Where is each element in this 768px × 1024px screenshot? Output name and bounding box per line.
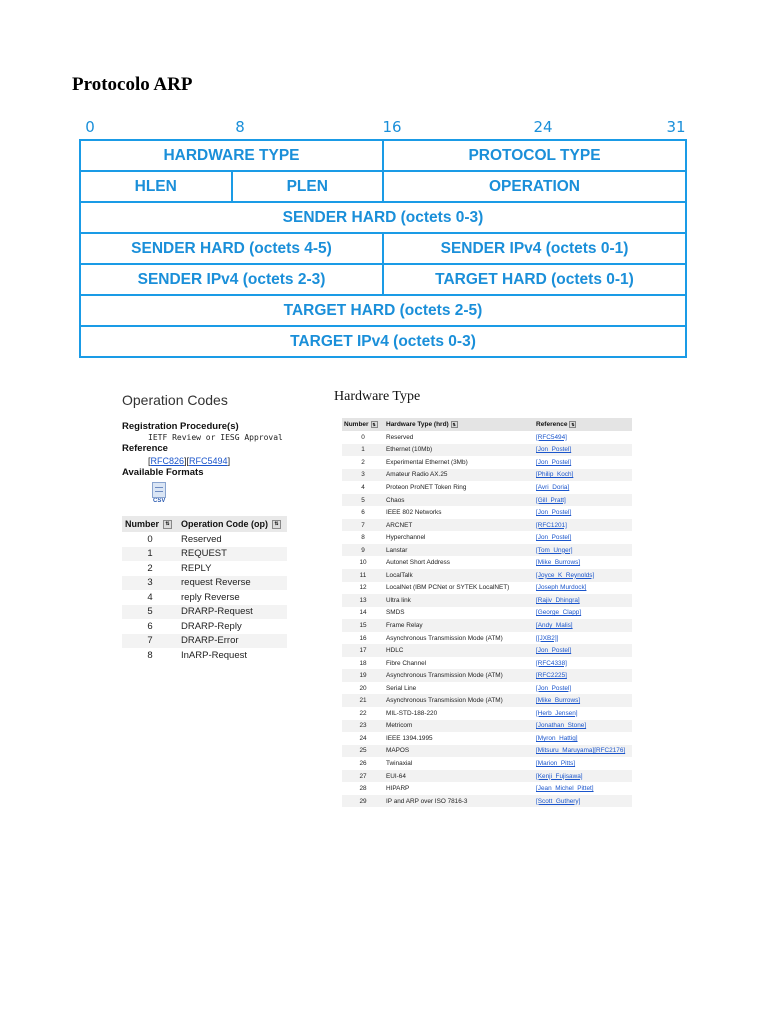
reference-link[interactable]: [[JXB2]] [536, 634, 559, 642]
table-row [122, 634, 287, 649]
hardware-reference [534, 569, 632, 582]
operation-number: 1 [122, 547, 178, 562]
operation-code: reply Reverse [181, 591, 240, 603]
operation-number: 4 [147, 591, 153, 603]
table-row [122, 648, 287, 663]
reference-link[interactable]: [Scott_Guthery] [536, 797, 581, 805]
table-row [342, 519, 632, 532]
arp-field-target-hard-0-1: TARGET HARD (octets 0-1) [384, 265, 687, 296]
table-row [342, 707, 632, 720]
hardware-reference [534, 782, 632, 795]
reference-link[interactable]: [RFC1201] [536, 521, 567, 529]
hardware-reference [534, 607, 632, 620]
operation-code: DRARP-Request [178, 605, 287, 620]
hardware-reference [534, 644, 632, 657]
hardware-reference [534, 544, 632, 557]
hardware-number: 18 [359, 659, 367, 667]
table-row [342, 456, 632, 469]
hardware-number: 24 [359, 734, 367, 742]
hardware-type-name: Reserved [386, 433, 414, 441]
table-row [342, 745, 632, 758]
arp-row [81, 141, 687, 172]
hardware-type-name: Fibre Channel [386, 659, 427, 667]
hardware-reference [534, 582, 632, 595]
hardware-number: 28 [359, 785, 367, 793]
reference-link[interactable]: [Tom_Unger] [536, 546, 573, 554]
hardware-number: 29 [342, 795, 384, 808]
operation-number: 3 [122, 576, 178, 591]
bit-label: 8 [235, 118, 245, 136]
table-row [342, 782, 632, 795]
operation-number: 7 [122, 634, 178, 649]
reference-links: [RFC826][RFC5494] [148, 456, 231, 466]
hardware-number: 25 [342, 745, 384, 758]
hardware-type-name: SMDS [386, 609, 405, 617]
arp-field-protocol-type: PROTOCOL TYPE [384, 141, 687, 172]
arp-header-diagram [79, 139, 687, 358]
arp-field-sender-hard-4-5: SENDER HARD (octets 4-5) [81, 234, 384, 265]
column-header-hardware-type[interactable] [384, 418, 534, 431]
reference-link[interactable]: [Jon_Postel] [536, 647, 572, 655]
operation-code: REPLY [181, 562, 212, 574]
hardware-reference [534, 720, 632, 733]
arp-row [81, 296, 687, 327]
reference-link[interactable]: [Joyce_K_Reynolds] [536, 571, 595, 579]
reference-link[interactable]: [Jon_Postel] [536, 446, 572, 454]
table-row [342, 444, 632, 457]
sort-icon[interactable]: ⇅ [372, 421, 376, 427]
hardware-number: 10 [359, 559, 367, 567]
table-row [342, 582, 632, 595]
table-row [342, 720, 632, 733]
table-row [342, 506, 632, 519]
operation-codes-table [122, 516, 287, 663]
table-row [122, 619, 287, 634]
table-row [342, 644, 632, 657]
hardware-type-name: Asynchronous Transmission Mode (ATM) [384, 669, 534, 682]
hardware-type-name: Ultra link [384, 594, 534, 607]
table-row [342, 694, 632, 707]
operation-number: 5 [122, 605, 178, 620]
hardware-reference [534, 519, 632, 532]
hardware-type-name: Asynchronous Transmission Mode (ATM) [384, 694, 534, 707]
hardware-type-name: Frame Relay [384, 619, 534, 632]
table-row [342, 607, 632, 620]
page-title: Protocolo ARP [72, 74, 193, 95]
bit-label: 0 [85, 118, 95, 136]
hardware-reference [534, 531, 632, 544]
operation-code: DRARP-Error [178, 634, 287, 649]
table-row [342, 494, 632, 507]
hardware-type-name: HIPARP [386, 785, 410, 793]
arp-field-operation: OPERATION [384, 172, 687, 203]
reference-link[interactable]: [Gill_Pratt] [536, 496, 566, 504]
operation-number: 0 [147, 533, 153, 545]
hardware-type-name: ARCNET [384, 519, 534, 532]
hardware-reference [534, 431, 632, 444]
bit-label: 31 [666, 118, 686, 136]
hardware-type-name: MAPOS [384, 745, 534, 758]
operation-code: request Reverse [178, 576, 287, 591]
hardware-number: 12 [359, 584, 367, 592]
hardware-reference [534, 506, 632, 519]
hardware-number: 0 [361, 433, 365, 441]
column-header-label: Hardware Type (hrd) [386, 421, 449, 429]
hardware-number: 7 [342, 519, 384, 532]
hardware-type-name: Ethernet (10Mb) [384, 444, 534, 457]
hardware-reference [534, 682, 632, 695]
reference-link[interactable]: [Kenji_Fujisawa] [536, 772, 583, 780]
reference-link[interactable]: [Avri_Doria] [536, 483, 570, 491]
reference-link[interactable]: [Jon_Postel] [536, 684, 572, 692]
operation-number: 8 [147, 649, 153, 661]
hardware-type-title: Hardware Type [334, 389, 421, 404]
hardware-reference [534, 732, 632, 745]
table-row [342, 469, 632, 482]
table-row [342, 569, 632, 582]
table-row [342, 481, 632, 494]
hardware-type-name: IP and ARP over ISO 7816-3 [384, 795, 534, 808]
hardware-number: 4 [361, 483, 365, 491]
hardware-type-name: LocalNet (IBM PCNet or SYTEK LocalNET) [386, 584, 510, 592]
operation-code: REQUEST [178, 547, 287, 562]
hardware-number: 19 [342, 669, 384, 682]
hardware-number: 22 [359, 709, 367, 717]
column-header-label: Number [125, 519, 160, 529]
table-row [342, 594, 632, 607]
hardware-reference [534, 469, 632, 482]
reference-link-rfc826[interactable]: RFC826 [150, 456, 185, 466]
hardware-type-body [342, 431, 632, 807]
hardware-number: 1 [342, 444, 384, 457]
reference-link[interactable]: [Mitsuru_Maruyama][RFC2176] [536, 747, 626, 755]
bit-label: 16 [382, 118, 402, 136]
hardware-number: 11 [342, 569, 384, 582]
column-header-label: Operation Code (op) [181, 519, 268, 529]
table-row [342, 669, 632, 682]
reference-link[interactable]: [Jon_Postel] [536, 509, 572, 517]
table-row [122, 576, 287, 591]
hardware-reference [534, 694, 632, 707]
hardware-type-name: Autonet Short Address [386, 559, 450, 567]
hardware-reference [534, 444, 632, 457]
reference-link[interactable]: [Myron_Hattig] [536, 734, 578, 742]
hardware-number: 14 [359, 609, 367, 617]
hardware-type-table [342, 418, 632, 807]
registration-value: IETF Review or IESG Approval [148, 433, 283, 442]
hardware-reference [534, 795, 632, 808]
table-row [122, 561, 287, 576]
reference-link[interactable]: [Mike_Burrows] [536, 559, 581, 567]
hardware-number: 17 [342, 644, 384, 657]
hardware-type-name: Experimental Ethernet (3Mb) [386, 458, 468, 466]
table-row [342, 544, 632, 557]
reference-link[interactable]: [Mike_Burrows] [536, 697, 581, 705]
table-row [342, 770, 632, 783]
table-row [342, 657, 632, 670]
hardware-type-name: Hyperchannel [386, 534, 426, 542]
reference-link[interactable]: [RFC2225] [536, 672, 567, 680]
hardware-number: 27 [342, 770, 384, 783]
column-header-number[interactable] [122, 516, 178, 532]
table-row [342, 619, 632, 632]
reference-link[interactable]: [Jon_Postel] [536, 534, 572, 542]
sort-icon[interactable]: ⇅ [163, 520, 172, 529]
hardware-type-name: MIL-STD-188-220 [386, 709, 438, 717]
hardware-reference [534, 494, 632, 507]
table-header-row [342, 418, 632, 431]
table-header-row [122, 516, 287, 532]
hardware-type-name: IEEE 802 Networks [386, 509, 442, 517]
hardware-number: 5 [342, 494, 384, 507]
hardware-number: 13 [342, 594, 384, 607]
hardware-number: 26 [359, 759, 367, 767]
sort-icon[interactable]: ⇅ [272, 520, 281, 529]
formats-label: Available Formats [122, 467, 204, 478]
hardware-number: 2 [361, 458, 365, 466]
hardware-type-panel [342, 418, 632, 807]
hardware-type-name: Chaos [384, 494, 534, 507]
sort-icon[interactable]: ⇅ [571, 421, 575, 427]
arp-field-target-hard-2-5: TARGET HARD (octets 2-5) [81, 296, 687, 327]
hardware-reference [534, 757, 632, 770]
csv-download-label[interactable]: CSV [153, 498, 166, 504]
hardware-reference [534, 770, 632, 783]
operation-number: 2 [147, 562, 153, 574]
hardware-number: 15 [342, 619, 384, 632]
arp-field-plen: PLEN [233, 172, 385, 203]
hardware-type-name: LocalTalk [384, 569, 534, 582]
reference-link[interactable]: [Jonathan_Stone] [536, 722, 587, 730]
bit-labels [78, 118, 688, 138]
hardware-type-name: Asynchronous Transmission Mode (ATM) [386, 634, 503, 642]
table-row [342, 556, 632, 569]
hardware-type-name: HDLC [384, 644, 534, 657]
arp-row [81, 327, 687, 358]
operation-number: 6 [147, 620, 153, 632]
reference-link[interactable]: [Philip_Koch] [536, 471, 574, 479]
reference-link[interactable]: [RFC4338] [536, 659, 567, 667]
arp-field-hlen: HLEN [81, 172, 233, 203]
hardware-reference [534, 632, 632, 645]
csv-file-icon[interactable] [152, 482, 166, 498]
reference-link[interactable]: [Herb_Jensen] [536, 709, 578, 717]
arp-field-target-ipv4-0-3: TARGET IPv4 (octets 0-3) [81, 327, 687, 358]
hardware-number: 9 [342, 544, 384, 557]
arp-field-hardware-type: HARDWARE TYPE [81, 141, 384, 172]
hardware-reference [534, 456, 632, 469]
hardware-type-name: Lanstar [384, 544, 534, 557]
hardware-number: 16 [359, 634, 367, 642]
reference-link[interactable]: [Andy_Malis] [536, 621, 573, 629]
column-header-label: Number [344, 421, 369, 429]
sort-icon[interactable]: ⇅ [452, 421, 456, 427]
column-header-label: Reference [536, 421, 568, 429]
operation-codes-body [122, 532, 287, 663]
column-header-reference[interactable] [534, 418, 632, 431]
arp-row [81, 265, 687, 296]
reference-link[interactable]: [Jon_Postel] [536, 458, 572, 466]
reference-link[interactable]: [Rajiv_Dhingra] [536, 596, 580, 604]
table-row [342, 632, 632, 645]
reference-link[interactable]: [RFC5494] [536, 433, 567, 441]
column-header-number[interactable] [342, 418, 384, 431]
hardware-number: 3 [342, 469, 384, 482]
hardware-number: 20 [359, 684, 367, 692]
table-row [122, 532, 287, 547]
reference-link-rfc5494[interactable]: RFC5494 [189, 456, 228, 466]
reference-link[interactable]: [Joseph Murdock] [536, 584, 587, 592]
table-row [342, 682, 632, 695]
arp-row [81, 172, 687, 203]
hardware-reference [534, 745, 632, 758]
arp-row [81, 234, 687, 265]
arp-field-sender-ipv4-0-1: SENDER IPv4 (octets 0-1) [384, 234, 687, 265]
table-row [342, 431, 632, 444]
table-row [122, 590, 287, 605]
arp-field-sender-hard-0-3: SENDER HARD (octets 0-3) [81, 203, 687, 234]
operation-code: DRARP-Reply [181, 620, 242, 632]
table-row [122, 605, 287, 620]
hardware-reference [534, 707, 632, 720]
arp-field-sender-ipv4-2-3: SENDER IPv4 (octets 2-3) [81, 265, 384, 296]
hardware-reference [534, 657, 632, 670]
table-row [342, 531, 632, 544]
operation-code: Reserved [181, 533, 222, 545]
reference-label: Reference [122, 443, 168, 454]
reference-link[interactable]: [Marion_Pitts] [536, 759, 576, 767]
table-row [342, 757, 632, 770]
reference-link[interactable]: [George_Clapp] [536, 609, 582, 617]
hardware-number: 21 [342, 694, 384, 707]
column-header-operation-code[interactable] [178, 516, 287, 532]
hardware-reference [534, 619, 632, 632]
hardware-type-name: Proteon ProNET Token Ring [386, 483, 467, 491]
hardware-type-name: Serial Line [386, 684, 417, 692]
hardware-reference [534, 556, 632, 569]
hardware-number: 6 [361, 509, 365, 517]
reference-link[interactable]: [Jean_Michel_Pittet] [536, 785, 594, 793]
operation-codes-title: Operation Codes [122, 392, 228, 408]
hardware-reference [534, 481, 632, 494]
hardware-number: 8 [361, 534, 365, 542]
operation-code: InARP-Request [181, 649, 248, 661]
hardware-type-name: EUI-64 [384, 770, 534, 783]
bit-label: 24 [533, 118, 553, 136]
hardware-type-name: Twinaxial [386, 759, 413, 767]
table-row [122, 547, 287, 562]
hardware-reference [534, 594, 632, 607]
hardware-type-name: Amateur Radio AX.25 [384, 469, 534, 482]
table-row [342, 795, 632, 808]
hardware-type-name: IEEE 1394.1995 [386, 734, 433, 742]
registration-label: Registration Procedure(s) [122, 421, 239, 432]
operation-codes-panel [122, 392, 287, 663]
hardware-type-name: Metricom [384, 720, 534, 733]
hardware-reference [534, 669, 632, 682]
hardware-number: 23 [342, 720, 384, 733]
arp-row [81, 203, 687, 234]
table-row [342, 732, 632, 745]
